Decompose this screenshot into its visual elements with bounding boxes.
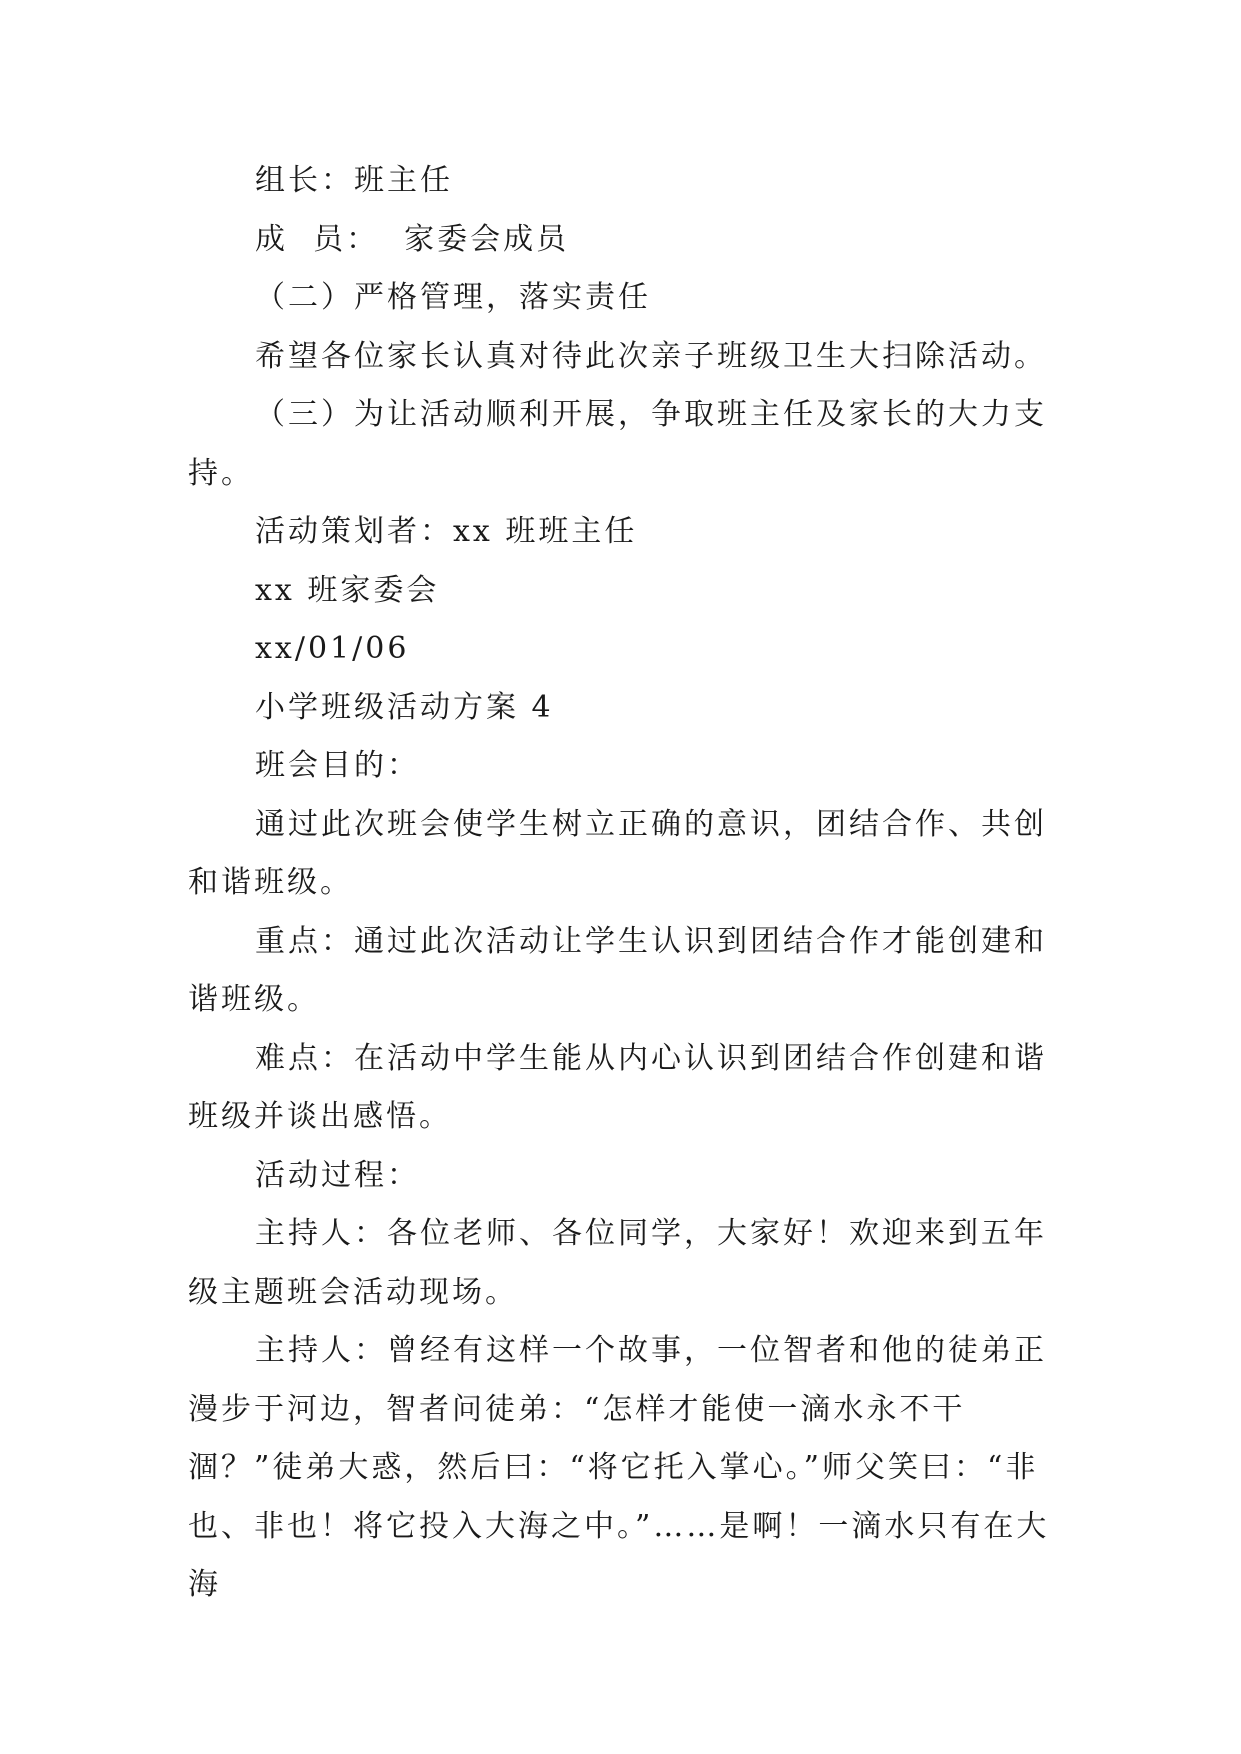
paragraph-section-3: （三）为让活动顺利开展，争取班主任及家长的大力支持。 — [188, 397, 1047, 491]
paragraph-leader: 组长：班主任 — [255, 163, 453, 198]
document-body — [188, 152, 1058, 1615]
paragraph-goal-heading: 班会目的： — [255, 748, 420, 783]
paragraph-committee: xx 班家委会 — [255, 572, 440, 608]
paragraph-difficulty: 难点：在活动中学生能从内心认识到团结合作创建和谐班级并谈出感悟。 — [188, 1040, 1047, 1134]
paragraph-process-heading: 活动过程： — [255, 1157, 420, 1193]
paragraph-planner: 活动策划者：xx 班班主任 — [255, 514, 638, 549]
paragraph-goal-body: 通过此次班会使学生树立正确的意识，团结合作、共创和谐班级。 — [188, 806, 1047, 900]
paragraph-date: xx/01/06 — [255, 631, 410, 666]
paragraph-plan-title: 小学班级活动方案 4 — [255, 689, 554, 725]
paragraph-key-point: 重点：通过此次活动让学生认识到团结合作才能创建和谐班级。 — [188, 923, 1047, 1017]
paragraph-host-1: 主持人：各位老师、各位同学，大家好！欢迎来到五年级主题班会活动现场。 — [188, 1216, 1047, 1310]
paragraph-members: 成 员： 家委会成员 — [255, 221, 570, 257]
paragraph-hope: 希望各位家长认真对待此次亲子班级卫生大扫除活动。 — [255, 338, 1047, 374]
paragraph-host-2: 主持人：曾经有这样一个故事，一位智者和他的徒弟正漫步于河边，智者问徒弟：“怎样才能使一滴水永不干涸？”徒弟大惑，然后曰：“将它托入掌心。”师父笑曰：“非也、非也！将它投入大海之中。”……是啊！一滴水只有在大海 — [188, 1333, 1050, 1602]
paragraph-section-2: （二）严格管理，落实责任 — [255, 280, 651, 315]
